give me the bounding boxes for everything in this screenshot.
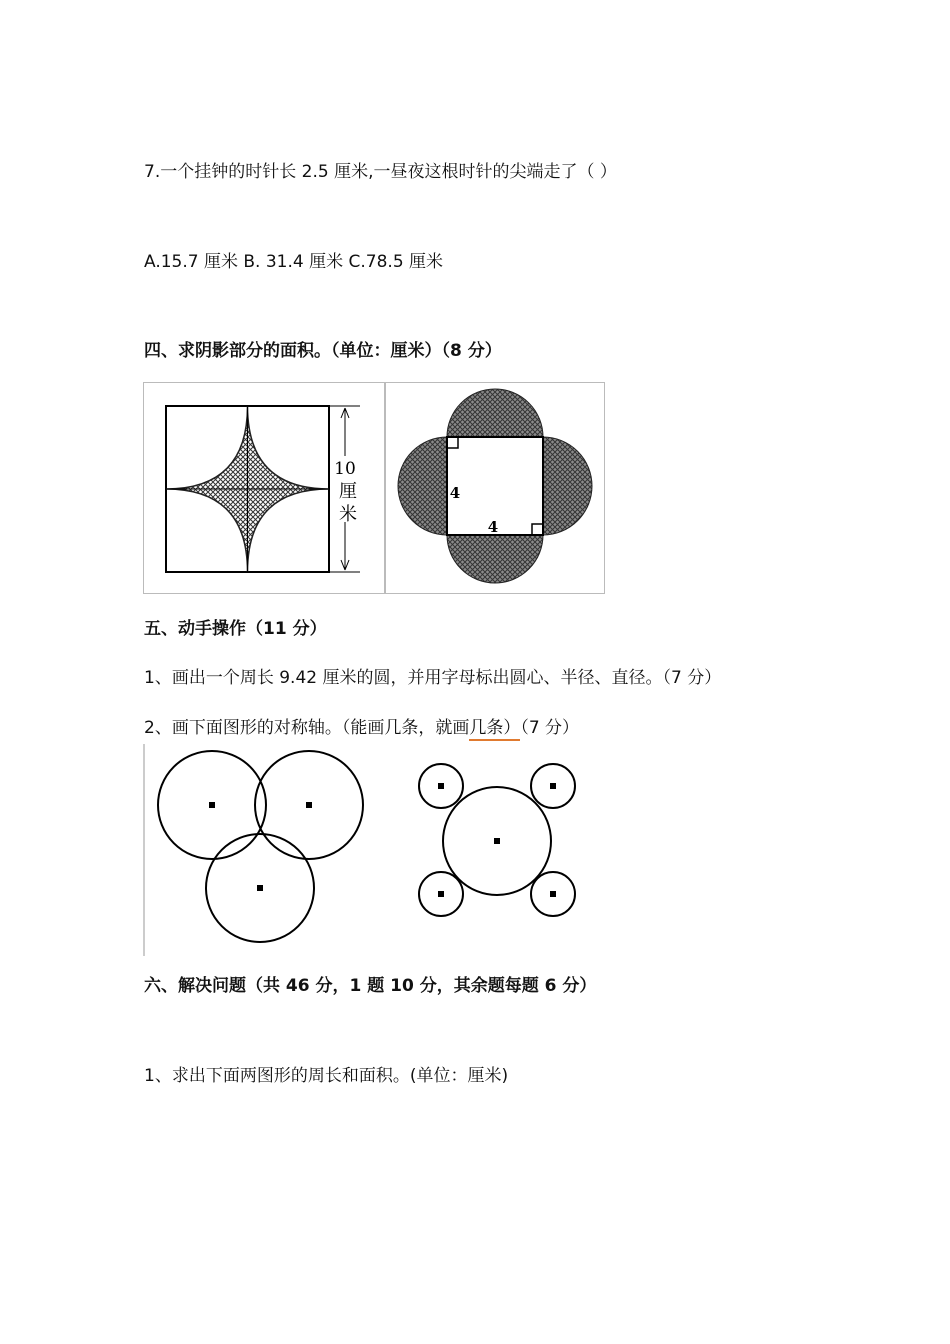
side-bottom-label: 4 bbox=[487, 518, 499, 536]
task-2-text-after: （7 分） bbox=[520, 718, 580, 738]
section-5-task-2 bbox=[144, 716, 579, 740]
side-left-label: 4 bbox=[449, 484, 461, 502]
dimension-unit-1: 厘 bbox=[339, 481, 357, 502]
center-dot bbox=[438, 783, 444, 789]
center-dot bbox=[306, 802, 312, 808]
star-square-figure bbox=[143, 382, 385, 594]
section-6-heading: 六、解决问题（共 46 分，1 题 10 分，其余题每题 6 分） bbox=[144, 976, 597, 996]
question-7-options: A.15.7 厘米 B. 31.4 厘米 C.78.5 厘米 bbox=[144, 252, 444, 272]
three-circles-figure bbox=[143, 744, 373, 956]
center-dot bbox=[550, 783, 556, 789]
center-dot bbox=[209, 802, 215, 808]
section-4-heading: 四、求阴影部分的面积。（单位：厘米）（8 分） bbox=[144, 341, 502, 361]
center-dot bbox=[550, 891, 556, 897]
semicircle-square-figure bbox=[385, 382, 605, 594]
dimension-number: 10 bbox=[334, 459, 356, 479]
circle-cluster-figure bbox=[410, 756, 585, 924]
dimension-unit-2: 米 bbox=[339, 504, 357, 525]
center-dot bbox=[438, 891, 444, 897]
section-5-task-1: 1、画出一个周长 9.42 厘米的圆，并用字母标出圆心、半径、直径。（7 分） bbox=[144, 668, 722, 688]
question-7-stem: 7.一个挂钟的时针长 2.5 厘米,一昼夜这根时针的尖端走了（ ） bbox=[144, 162, 617, 182]
center-dot bbox=[257, 885, 263, 891]
task-2-marked-text: 几条） bbox=[469, 718, 520, 741]
section-6-task-1: 1、求出下面两图形的周长和面积。(单位：厘米) bbox=[144, 1066, 509, 1086]
center-dot bbox=[494, 838, 500, 844]
section-5-heading: 五、动手操作（11 分） bbox=[144, 619, 327, 639]
task-2-text-before: 2、画下面图形的对称轴。（能画几条，就画 bbox=[144, 718, 470, 738]
